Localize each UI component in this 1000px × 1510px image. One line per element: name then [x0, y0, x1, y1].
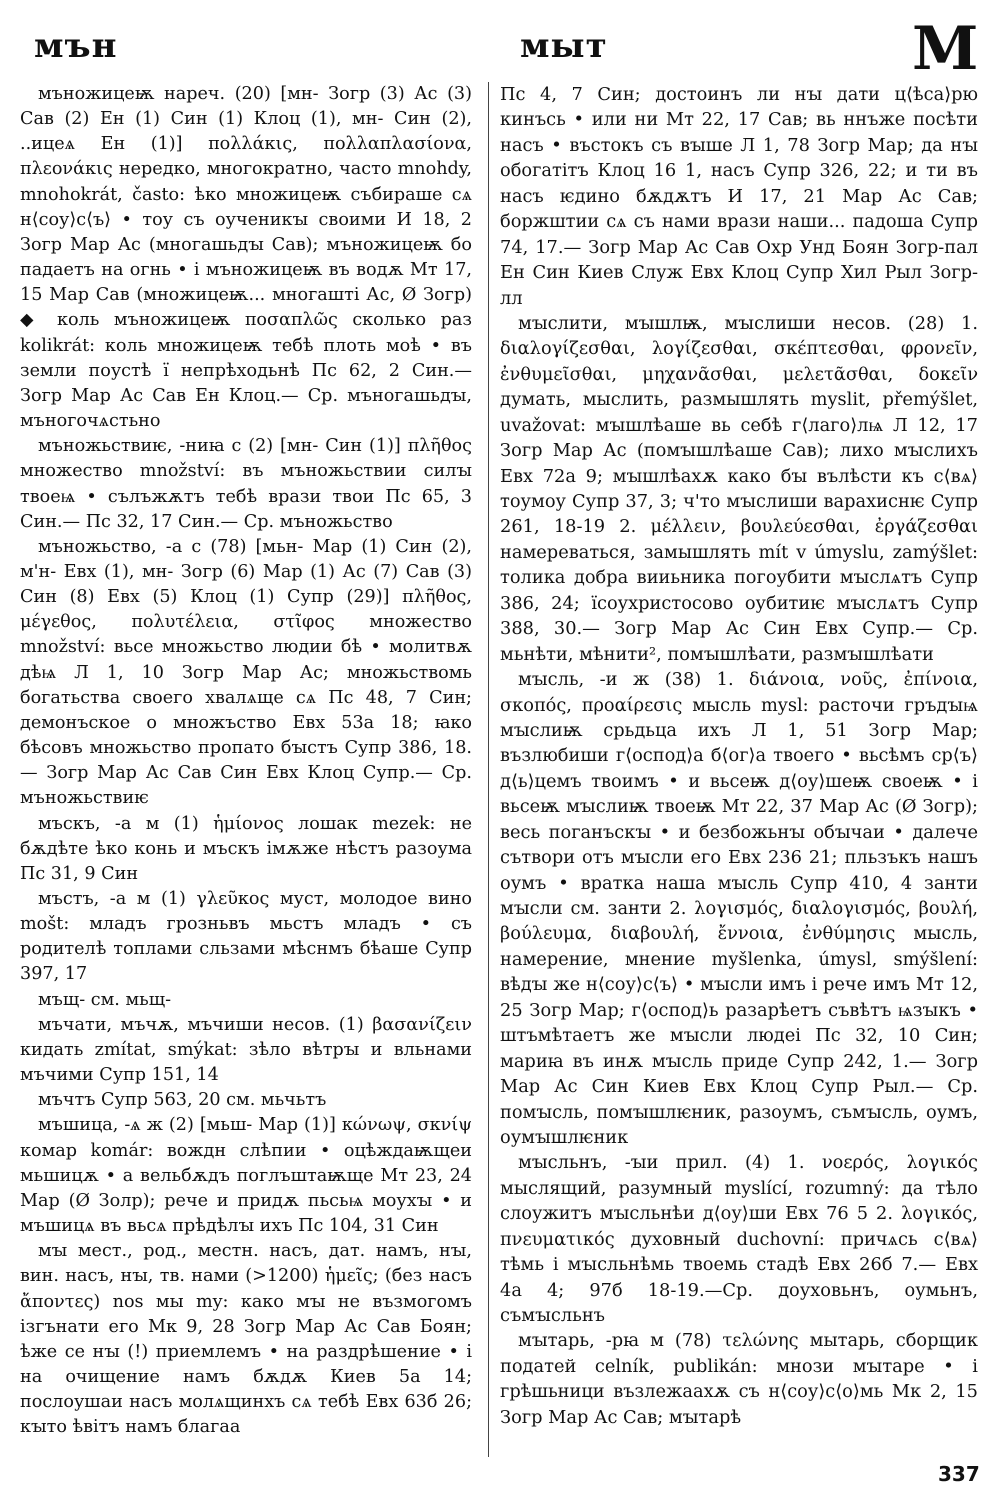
entry-mnozhiceju: мъножицеѭ нареч. (20) [мн- Зогр (3) Ас (3) Сав (2) Ен (1) Син (1) Клоц (1), мн- Син (2), ..ицеѧ Ен (1)] πολλάκις, πολλαπλασίονα, πλεονάκις нередко, многократно, часто mnohdy, mnohokrát, často: ѣко множицеѭ събираше сѧ н⟨соу⟩с⟨ъ⟩ • тоу съ оученикꙑ своими И 18, 2 Зогр Мар Ас (многашьдꙑ Сав); мъножицеѭ бо падаетъ на огнь • і мъножицеѭ въ водѫ Мт 17, 15 Мар Сав (множицеѭ... многашті Ас, Ø Зогр) ◆ коль мъножицеѭ ποσαπλῶς сколько раз kolikrát: коль множицеѭ тебѣ плоть моѣ • въ земли поустѣ ї непрѣходьнѣ Пс 62, 2 Син.— Зогр Мар Ас Сав Ен Клоц.— Ср. мъногашьдꙑ, мъногочѧстьно	[20, 84, 472, 432]
entry-mnozhstvije: мъножьствиѥ, -ниꙗ с (2) [мн- Син (1)] πλῆθος множество množství: въ мъножьствии силꙑ твоеѩ • сълъжѫтъ тебѣ врази твои Пс 65, 3 Син.— Пс 32, 17 Син.— Ср. мъножьство	[20, 436, 472, 532]
page-header	[0, 14, 1000, 84]
entry-mytar: мꙑтарь, -рꙗ м (78) τελώνης мытарь, сборщик податей celník, publikán: мнози мꙑтаре • і грѣшьници възлежаахѫ съ н⟨соу⟩с⟨о⟩мь Мк 2, 15 Зогр Мар Ас Сав; мꙑтарѣ	[500, 1330, 978, 1428]
left-running-headword: мън	[34, 26, 118, 66]
entry-mechati: мъчати, мъчѫ, мъчиши несов. (1) βασανίζειν кидать zmítat, smýkat: зѣло вѣтрꙑ и вльнами мъчими Супр 151, 14	[20, 1014, 472, 1086]
entry-meshica: мъшица, -ѧ ж (2) [мьш- Мар (1)] κώνωψ, σκνίψ комар komár: вождн слѣпии • оцѣждаѭщеи мьшицѫ • а вельбѫдъ поглъштаѭще Мт 23, 24 Мар (Ø Золр); рече и придѫ пьсьѩ моухꙑ • и мъшицѧ въ вьсѧ прѣдѣлꙑ ихъ Пс 104, 31 Син	[20, 1115, 472, 1237]
entry-mesch-ref: мъщ- см. мьщ-	[38, 989, 172, 1010]
entry-mesk: мъскъ, -а м (1) ἡμίονος лошак mezek: не бѫдѣте ѣко конь и мъскъ імѫже нѣстъ разоума Пс 31, 9 Син	[20, 813, 472, 884]
entry-mnozhstvo: мъножьство, -а с (78) [мьн- Мар (1) Син (2), м'н- Евх (1), мн- Зогр (6) Мар (1) Ас (7) Сав (3) Син (8) Евх (5) Клоц (1) Супр (29)] πλῆθος, μέγεθος, πολυτέλεια, στῖφος множество množství: вьсе множьство людии бѣ • молитвѫ дѣѩ Л 1, 10 Зогр Мар Ас; множьствомь богатьства своего хвалѧще сѧ Пс 48, 7 Син; демонъское о множъство Евх 53а 18; ꙗко бѣсовъ множьство пропато бꙑстъ Супр 386, 18.— Зогр Мар Ас Сав Син Евх Клоц Супр.— Ср. мъножьствиѥ	[20, 536, 472, 809]
entry-mysliti: мꙑслити, мꙑшлѭ, мꙑслиши несов. (28) 1. διαλογίζεσθαι, λογίζεσθαι, σκέπτεσθαι, φρονεῖν, ἐνθυμεῖσθαι, μηχανᾶσθαι, μελετᾶσθαι, δοκεῖν думать, мыслить, размышлять myslit, přemýšlet, uvažovat: мꙑшлѣаше вь себѣ г⟨лаго⟩лѩ Л 12, 17 Зогр Мар Ас (помꙑшлѣаше Сав); лихо мꙑслихъ Евх 72а 9; мꙑшлѣахѫ како бꙑ вълѣсти къ с⟨вѧ⟩тоумоу Супр 37, 3; ч'то мꙑслиши варахиснѥ Супр 261, 18-19 2. μέλλειν, βουλεύεσθαι, ἐργάζεσθαι намереваться, замышлять mít v úmyslu, zamýšlet: толика добра вииьника погоубити мꙑслѧтъ Супр 386, 24; їсоухристосово оубитиѥ мꙑслѧтъ Супр 388, 30.— Зогр Мар Ас Син Евх Супр.— Ср. мьнѣти, мѣнити², помꙑшлѣати, размꙑшлѣати	[500, 312, 978, 665]
section-letter: М	[912, 14, 979, 84]
entry-mysl: мꙑсль, -и ж (38) 1. διάνοια, νοῦς, ἐπίνοια, σκοπός, προαίρεσις мысль mysl: расточи гръдꙑѩ мꙑслиѭ срьдьца ихъ Л 1, 51 Зогр Мар; възлюбиши г⟨оспод⟩а б⟨ог⟩а твоего • вьсѣмъ ср⟨ъ⟩д⟨ь⟩цемъ твоимъ • и вьсеѭ д⟨оу⟩шеѭ своеѭ • і вьсеѭ мꙑслиѭ твоеѭ Мт 22, 37 Мар Ас (Ø Зогр); весь поганъскꙑ • и безбожьнꙑ обꙑчаи • далече сътвори отъ мꙑсли его Евх 236 21; пльзъкъ нашъ оумъ • вратка наша мꙑсль Супр 410, 4 занти мꙑсли см. занти 2. λογισμός, διαλογισμός, βουλή, βούλευμα, διαβουλή, ἔννοια, ἐνθύμησις мысль, намерение, мнение myšlenka, úmysl, smýšlení: вѣдꙑ же н⟨соу⟩с⟨ъ⟩ • мꙑсли имъ і рече имъ Мт 12, 25 Зогр Мар; г⟨оспод⟩ь разарѣетъ съвѣтъ ѩзꙑкъ • штъмѣтаетъ же мꙑсли людеі Пс 32, 10 Син; мариꙗ въ инѫ мꙑсль приде Супр 242, 1.— Зогр Мар Ас Син Киев Евх Клоц Супр Рыл.— Ср. помꙑсль, помꙑшлѥник, разоумъ, съмꙑсль, оумъ, оумꙑшлѥник	[500, 669, 978, 1148]
right-column	[500, 82, 978, 1430]
entry-myslen: мꙑсльнъ, -ꙑи прил. (4) 1. νοερός, λογικός мыслящий, разумный myslící, rozumný: да тѣло слоужитъ мꙑсльнѣи д⟨оу⟩ши Евх 76 5 2. λογικός, πνευματικός духовный duchovní: причѧсь с⟨вѧ⟩тѣмь і мꙑсльнѣмь твоемь стадѣ Евх 26б 7.— Евх 4а 4; 97б 18-19.—Ср. доуховьнъ, оумьнъ, съмꙑсльнъ	[500, 1152, 978, 1326]
center-running-headword: мыт	[520, 26, 608, 66]
column-divider	[488, 82, 489, 1457]
entry-mest: мъстъ, -а м (1) γλεῦκος муст, молодое вино mošt: младъ грозньвъ мьстъ младъ • съ родителѣ топлами сльзами мѣснмъ бѣаше Супр 397, 17	[20, 889, 472, 985]
entry-my: мꙑ мест., род., местн. насъ, дат. намъ, нꙑ, вин. насъ, нꙑ, тв. нами (>1200) ἡμεῖς; (без насъ ἄποντες) nos мы my: како мꙑ не възмогомъ ізгънати его Мк 9, 28 Зогр Мар Ас Сав Боян; ѣже се нꙑ (!) приемлемъ • на раздрѣшение • і на очищение намъ бѫдѫ Киев 5а 14; послоушаи насъ молѧщинхъ сѧ тебѣ Евх 63б 26; кꙑто ѣвітъ намъ благаа	[20, 1241, 472, 1438]
left-column	[20, 82, 472, 1440]
page-number: 337	[938, 1462, 980, 1486]
entry-my-continued: Пс 4, 7 Син; достоинъ ли нꙑ дати ц⟨ѣса⟩рю кинъсь • или ни Мт 22, 17 Сав; вь ннъже посѣти насъ • въстокъ съ вꙑше Л 1, 78 Зогр Мар; да нꙑ обогатітъ Клоц 16 1, насъ Супр 326, 22; и ти въ насъ ѥдино бѫдѫтъ И 17, 21 Мар Ас Сав; боржштии сѧ съ нами врази наши... падоша Супр 74, 17.— Зогр Мар Ас Сав Охр Унд Боян Зогр-пал Ен Син Киев Служ Евх Клоц Супр Хил Рыл Зогр-лл	[500, 84, 978, 309]
entry-mecht-ref: мъчтъ Супр 563, 20 см. мьчьтъ	[38, 1090, 327, 1111]
